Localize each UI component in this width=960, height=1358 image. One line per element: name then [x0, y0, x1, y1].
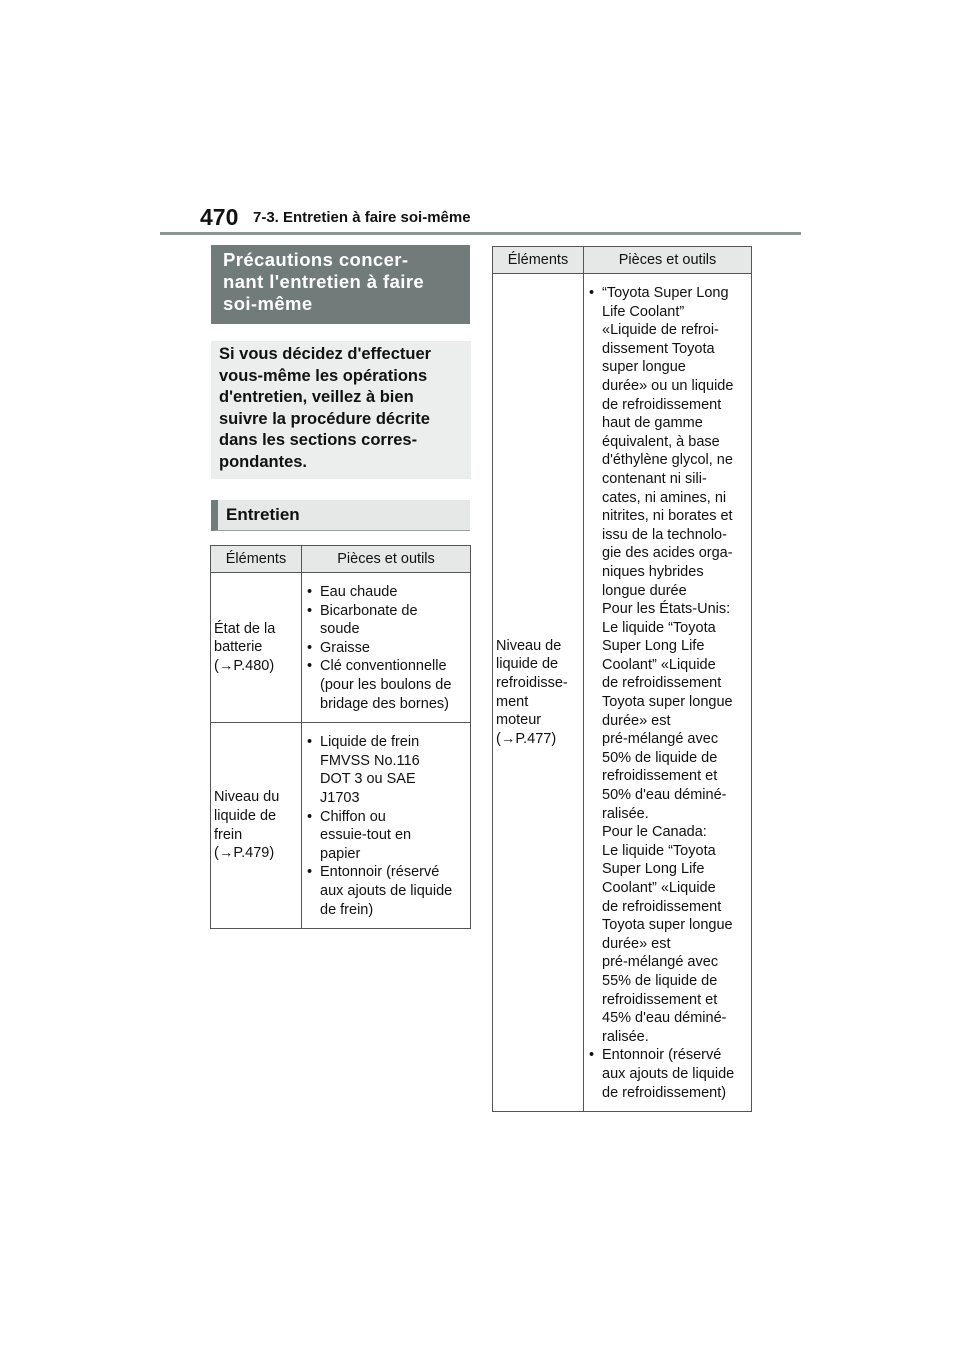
item-line: moteur [496, 712, 542, 729]
item-line: ment [496, 693, 529, 710]
intro-line: pondantes. [219, 452, 308, 471]
table-row [211, 573, 471, 723]
item-cell [211, 723, 302, 929]
list-item: • Eau chaude [307, 583, 467, 602]
intro-line: dans les sections corres- [219, 431, 418, 450]
header-rule [160, 232, 801, 235]
list-item: • “Toyota Super Long Life Coolant” «Liquide de refroi- dissement Toyota super longue durée» ou un liquide de refroidissement haut de gamme équivalent, à base d'éthylène glycol, ne contenant ni sili- cates, ni amines, ni nitrites, ni borates et issu de la technolo- gie des acides orga- niques hybrides longue durée Pour les États-Unis: Le liquide “Toyota Super Long Life Coolant” «Liquide de refroidissement Toyota super longue durée» est pré-mélangé avec 50% de liquide de refroidissement et 50% d'eau déminé- ralisée. Pour le Canada: Le liquide “Toyota Super Long Life Coolant” «Liquide de refroidissement Toyota super longue durée» est pré-mélangé avec 55% de liquide de refroidissement et 45% d'eau déminé- ralisée. [589, 284, 748, 1046]
item-line: (→P.477) [496, 730, 557, 747]
tools-list [307, 583, 467, 713]
title-line: nant l'entretien à faire [223, 271, 425, 292]
maintenance-table-left [210, 545, 471, 929]
list-item: • Bicarbonate de soude [307, 602, 467, 639]
list-item: • Entonnoir (réservé aux ajouts de liquide de frein) [307, 863, 467, 919]
intro-line: Si vous décidez d'effectuer [219, 345, 432, 363]
maintenance-table-right [492, 246, 752, 1112]
item-line: Niveau du [214, 789, 280, 806]
item-line: frein [214, 826, 243, 843]
item-line: liquide de [496, 656, 559, 673]
table-row [493, 274, 752, 1112]
item-line: (→P.479) [214, 845, 275, 862]
column-header-parts-tools: Pièces et outils [584, 247, 752, 274]
list-item: • Clé conventionnelle (pour les boulons de bridage des bornes) [307, 657, 467, 713]
list-item: • Chiffon ou essuie-tout en papier [307, 808, 467, 864]
list-item: • Entonnoir (réservé aux ajouts de liquide de refroidissement) [589, 1046, 748, 1102]
intro-line: suivre la procédure décrite [219, 409, 430, 428]
item-line: refroidisse- [496, 674, 568, 691]
sub-heading-entretien: Entretien [211, 500, 470, 531]
tools-list [589, 284, 748, 1102]
section-title: 7-3. Entretien à faire soi-même [253, 209, 471, 226]
tools-cell [302, 573, 471, 723]
tools-list [307, 733, 467, 919]
item-line: Niveau de [496, 637, 562, 654]
table-row [211, 723, 471, 929]
item-cell [211, 573, 302, 723]
item-line: (→P.480) [214, 657, 275, 674]
tools-cell [584, 274, 752, 1112]
item-cell [493, 274, 584, 1112]
title-line: soi-même [223, 293, 313, 314]
intro-line: vous-même les opérations [219, 366, 428, 385]
page-header [200, 203, 800, 235]
item-line: État de la [214, 620, 276, 637]
column-header-elements: Éléments [211, 546, 302, 573]
column-header-parts-tools: Pièces et outils [302, 546, 471, 573]
intro-line: d'entretien, veillez à bien [219, 388, 414, 407]
table-header-row [493, 247, 752, 274]
list-item: • Graisse [307, 639, 467, 658]
table-header-row [211, 546, 471, 573]
list-item: • Liquide de frein FMVSS No.116 DOT 3 ou SAE J1703 [307, 733, 467, 807]
intro-box [211, 341, 471, 479]
tools-cell [302, 723, 471, 929]
item-line: liquide de [214, 808, 277, 825]
title-line: Précautions concer- [223, 249, 409, 270]
column-header-elements: Éléments [493, 247, 584, 274]
title-box [211, 245, 470, 324]
item-line: batterie [214, 639, 263, 656]
page-number: 470 [200, 204, 239, 230]
